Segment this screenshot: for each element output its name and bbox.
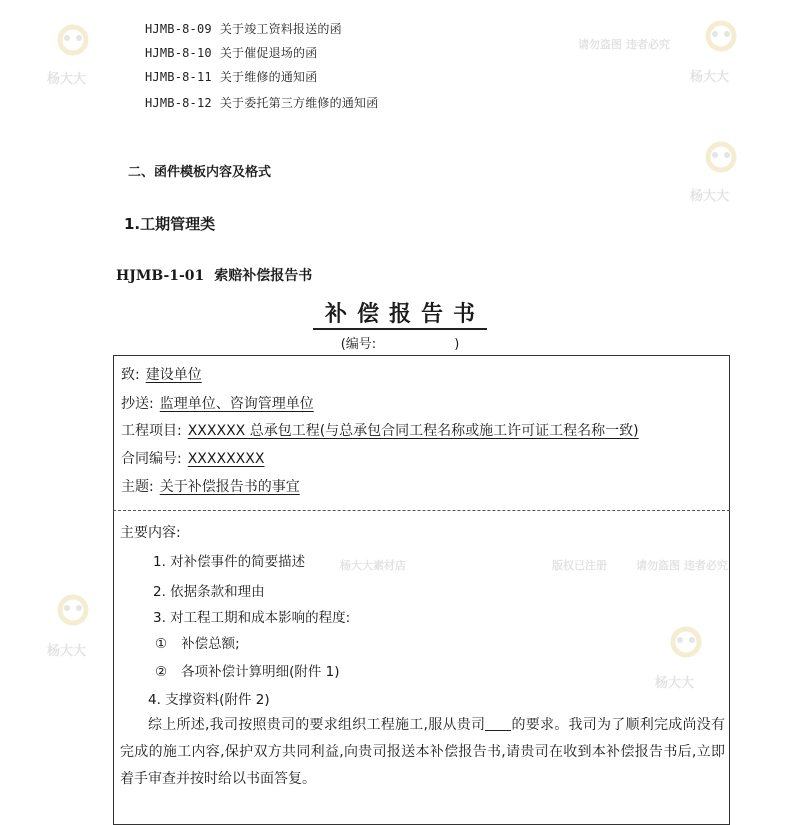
field-contract-number: [121, 448, 264, 468]
watermark-logo-icon: [42, 18, 104, 82]
form-title: [0, 297, 800, 328]
watermark-brand: 杨大大: [690, 70, 730, 85]
document-heading: [116, 265, 312, 285]
conclusion-paragraph: [120, 712, 725, 793]
document-code: HJMB-1-01: [116, 268, 205, 284]
toc-item-title: 关于维修的通知函: [219, 70, 318, 84]
field-value: 监理单位、咨询管理单位: [159, 396, 314, 412]
field-label: 合同编号:: [121, 451, 182, 467]
field-subject: [121, 476, 300, 496]
sub-list-text: 各项补偿计算明细(附件 1): [181, 664, 340, 680]
watermark-text: 杨大大素材店: [340, 559, 406, 572]
toc-item-title: 关于催促退场的函: [219, 46, 318, 60]
paragraph-blank: [485, 716, 511, 731]
list-item: 4. 支撑资料(附件 2): [148, 692, 270, 708]
document-title: 索赔补偿报告书: [214, 268, 313, 284]
form-divider: [113, 510, 730, 511]
toc-item-code: HJMB-8-09: [145, 22, 212, 36]
form-title-text: 补偿报告书: [313, 302, 487, 330]
section-heading: 二、函件模板内容及格式: [128, 165, 272, 180]
field-label: 主题:: [121, 479, 154, 495]
watermark-brand: 杨大大: [655, 676, 695, 691]
sub-list-item: [155, 632, 240, 652]
field-to: [121, 364, 202, 384]
toc-item-title: 关于委托第三方维修的通知函: [219, 96, 379, 110]
field-value: 建设单位: [145, 367, 202, 383]
sub-list-item: [155, 660, 340, 680]
field-label: 抄送:: [121, 396, 154, 412]
field-cc: [121, 393, 314, 413]
watermark-logo-icon: [690, 14, 752, 78]
watermark-brand: 杨大大: [47, 72, 87, 87]
toc-item: [145, 20, 342, 37]
list-item: 2. 依据条款和理由: [153, 584, 265, 600]
toc-item: [145, 44, 317, 61]
list-item: 1. 对补偿事件的简要描述: [153, 554, 306, 570]
watermark-logo-icon: [42, 588, 104, 652]
paragraph-text: 综上所述,我司按照贵司的要求组织工程施工,服从贵司: [148, 717, 486, 733]
toc-item-title: 关于竣工资料报送的函: [219, 22, 342, 36]
main-content-label: 主要内容:: [120, 525, 181, 541]
toc-item: [145, 94, 378, 111]
watermark-text: 请勿盗图 违者必究: [578, 38, 670, 51]
watermark-text: 请勿盗图 违者必究: [636, 559, 728, 572]
toc-item: [145, 68, 317, 85]
form-number-suffix: ): [454, 337, 460, 352]
field-value: 关于补偿报告书的事宜: [159, 479, 300, 495]
field-project: [121, 420, 639, 440]
watermark-text: 版权已注册: [552, 559, 607, 572]
sub-list-marker: ②: [155, 664, 168, 680]
field-value: XXXXXX 总承包工程(与总承包合同工程名称或施工许可证工程名称一致): [187, 423, 639, 439]
form-number: [0, 333, 800, 352]
toc-item-code: HJMB-8-10: [145, 46, 212, 60]
list-item: 3. 对工程工期和成本影响的程度:: [153, 610, 351, 626]
watermark-logo-icon: [690, 135, 752, 199]
toc-item-code: HJMB-8-12: [145, 96, 212, 110]
watermark-brand: 杨大大: [690, 189, 730, 204]
subsection-heading: 1.工期管理类: [124, 215, 216, 233]
sub-list-text: 补偿总额;: [181, 636, 240, 652]
field-value: XXXXXXXX: [187, 451, 265, 467]
toc-item-code: HJMB-8-11: [145, 70, 212, 84]
form-number-prefix: (编号:: [340, 337, 377, 352]
sub-list-marker: ①: [155, 636, 168, 652]
paragraph-text: 的要求。我司为了顺利完成尚没有完成的施工内容,保护双方共同利益,向贵司报送本补偿报告书,请贵司在收到本补偿报告书后,立即着手审查并按时给以书面答复。: [120, 717, 726, 787]
field-label: 致:: [121, 367, 140, 383]
field-label: 工程项目:: [121, 423, 182, 439]
watermark-brand: 杨大大: [47, 644, 87, 659]
